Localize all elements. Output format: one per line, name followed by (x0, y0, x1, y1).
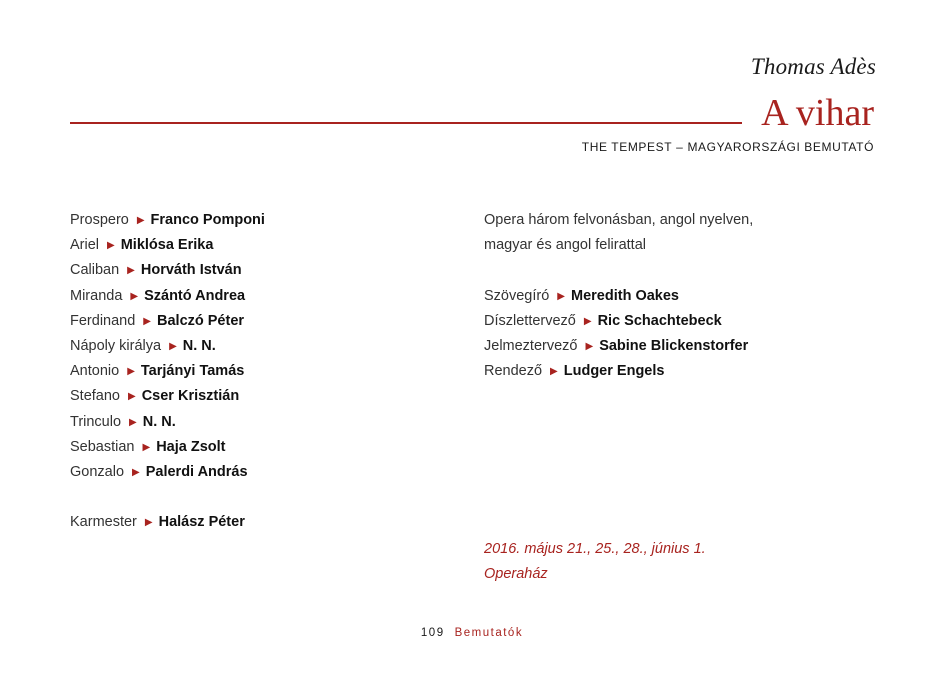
cast-row (70, 460, 265, 485)
performer-name: Balczó Péter (157, 312, 245, 329)
creative-row (484, 359, 753, 384)
bullet-triangle-icon: ▶ (143, 315, 151, 327)
bullet-triangle-icon: ▶ (557, 290, 565, 302)
spacer (70, 485, 265, 510)
production-info (484, 208, 753, 384)
section-name: Bemutatók (454, 627, 524, 639)
performance-info (484, 537, 706, 587)
bullet-triangle-icon: ▶ (585, 340, 594, 352)
cast-row (70, 309, 265, 334)
role-label: Antonio (70, 363, 120, 380)
cast-row (70, 435, 265, 460)
role-label: Rendező (484, 363, 543, 380)
bullet-triangle-icon: ▶ (130, 290, 139, 302)
bullet-triangle-icon: ▶ (128, 391, 136, 403)
role-label: Caliban (70, 262, 120, 279)
role-label: Nápoly királya (70, 337, 162, 354)
composer-name: Thomas Adès (750, 54, 876, 79)
creator-name: Meredith Oakes (571, 287, 679, 304)
description-line: Opera három felvonásban, angol nyelven, (484, 212, 754, 228)
role-label: Sebastian (70, 438, 135, 455)
role-label: Trinculo (70, 413, 122, 430)
role-label: Stefano (70, 388, 120, 405)
role-label: Ferdinand (70, 312, 136, 329)
performer-name: Miklósa Erika (120, 237, 214, 254)
performer-name: Palerdi András (145, 463, 248, 480)
performer-name: Cser Krisztián (141, 388, 240, 405)
cast-row (70, 258, 265, 283)
performer-name: N. N. (142, 413, 176, 430)
cast-row (70, 384, 265, 409)
creative-row (484, 309, 753, 334)
cast-row (70, 233, 265, 258)
bullet-triangle-icon: ▶ (132, 466, 140, 478)
bullet-triangle-icon: ▶ (136, 215, 145, 226)
bullet-triangle-icon: ▶ (144, 517, 153, 529)
creative-row (484, 284, 753, 309)
performance-dates: 2016. május 21., 25., 28., június 1. (484, 541, 706, 557)
performer-name: Haja Zsolt (156, 438, 226, 455)
subtitle-original-title: THE TEMPEST (581, 140, 673, 154)
conductor-row (70, 510, 265, 535)
creator-name: Ric Schachtebeck (597, 312, 722, 329)
cast-row (70, 208, 265, 233)
performer-name: Szántó Andrea (144, 287, 246, 304)
role-label: Szövegíró (484, 287, 550, 304)
subtitle (582, 140, 874, 154)
bullet-triangle-icon: ▶ (169, 340, 177, 352)
performer-name: Franco Pomponi (150, 212, 265, 228)
performer-name: Tarjányi Tamás (140, 363, 245, 380)
bullet-triangle-icon: ▶ (127, 366, 135, 378)
role-label: Díszlettervező (484, 312, 576, 329)
creator-name: Sabine Blickenstorfer (599, 337, 749, 354)
role-label: Gonzalo (70, 463, 125, 480)
bullet-triangle-icon: ▶ (127, 265, 135, 277)
cast-row (70, 359, 265, 384)
role-label: Miranda (70, 287, 123, 304)
title-rule (70, 122, 742, 124)
bullet-triangle-icon: ▶ (583, 315, 592, 327)
page-number: 109 (420, 627, 445, 639)
cast-list (70, 208, 265, 535)
performer-name: N. N. (182, 337, 216, 354)
page-footer (0, 627, 944, 639)
creator-name: Ludger Engels (563, 363, 665, 380)
cast-row (70, 334, 265, 359)
subtitle-premiere: MAGYARORSZÁGI BEMUTATÓ (687, 140, 874, 154)
bullet-triangle-icon: ▶ (142, 441, 151, 453)
performance-venue: Operaház (484, 566, 548, 582)
role-label: Karmester (70, 514, 137, 531)
spacer (484, 258, 753, 283)
bullet-triangle-icon: ▶ (107, 240, 115, 252)
description-line: magyar és angol felirattal (484, 237, 646, 254)
bullet-triangle-icon: ▶ (550, 366, 558, 378)
cast-row (70, 410, 265, 435)
role-label: Prospero (70, 212, 129, 228)
cast-row (70, 284, 265, 309)
page-title: A vihar (761, 92, 874, 134)
bullet-triangle-icon: ▶ (129, 416, 137, 428)
performer-name: Horváth István (140, 262, 242, 279)
performer-name: Halász Péter (158, 514, 245, 531)
subtitle-dash: – (676, 140, 684, 154)
role-label: Ariel (70, 237, 100, 254)
creative-row (484, 334, 753, 359)
role-label: Jelmeztervező (484, 337, 578, 354)
